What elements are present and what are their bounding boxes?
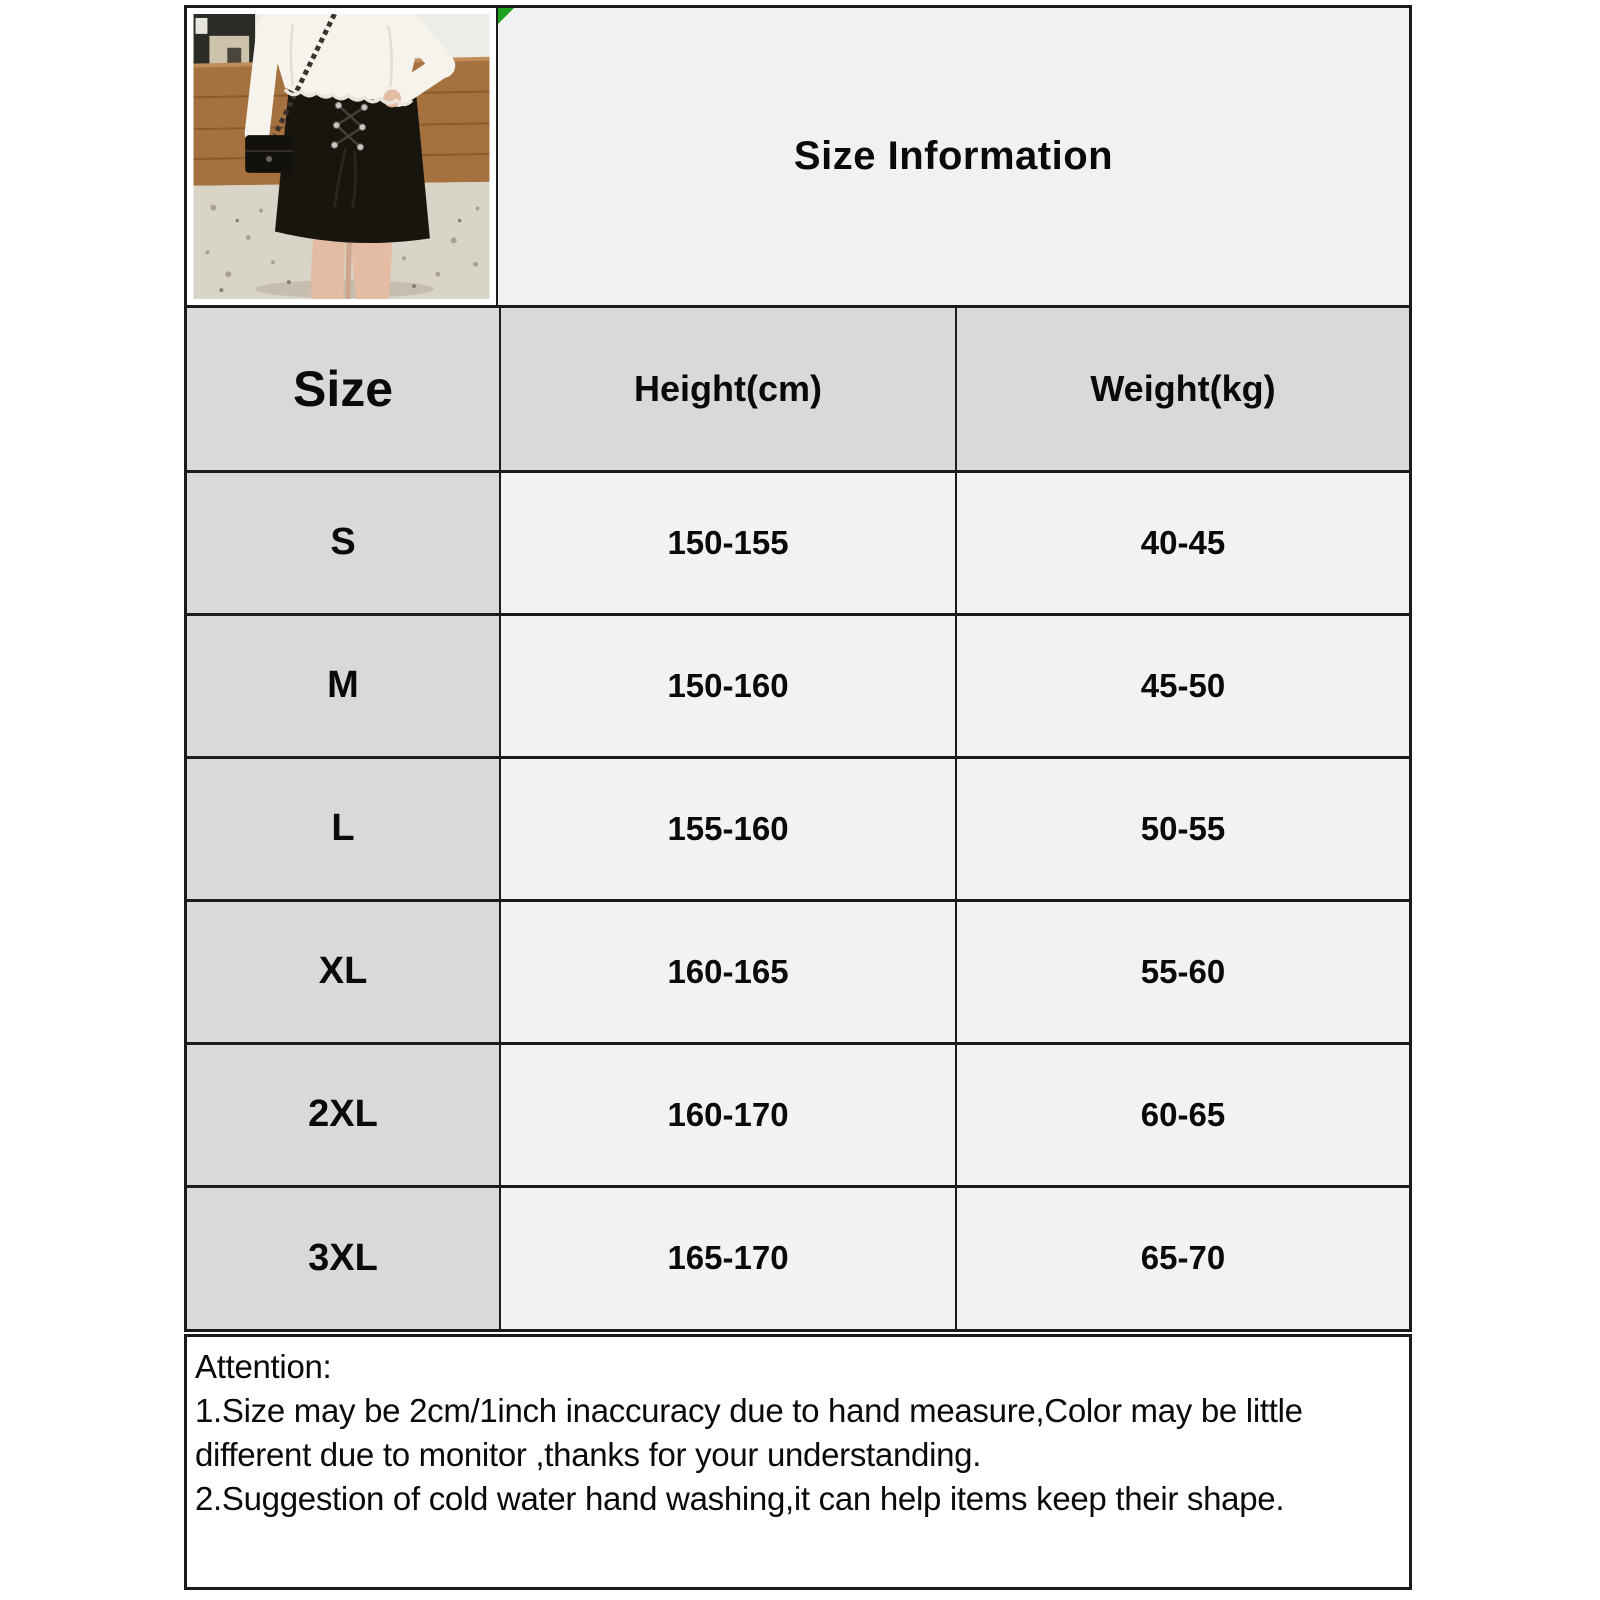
- weight-cell: 45-50: [956, 614, 1409, 757]
- size-table: [187, 308, 1409, 1329]
- size-cell: S: [187, 471, 500, 614]
- size-cell: XL: [187, 900, 500, 1043]
- size-cell: L: [187, 757, 500, 900]
- weight-cell: 65-70: [956, 1186, 1409, 1329]
- size-table-box: [184, 5, 1412, 1332]
- height-cell: 155-160: [500, 757, 956, 900]
- table-row: [187, 471, 1409, 614]
- height-cell: 165-170: [500, 1186, 956, 1329]
- size-cell: M: [187, 614, 500, 757]
- weight-cell: 60-65: [956, 1043, 1409, 1186]
- column-header-size: Size: [187, 308, 500, 471]
- column-header-weight: Weight(kg): [956, 308, 1409, 471]
- attention-heading: Attention:: [195, 1348, 332, 1385]
- table-row: [187, 900, 1409, 1043]
- banner-row: [187, 8, 1409, 308]
- height-cell: 150-155: [500, 471, 956, 614]
- title-cell: [498, 8, 1409, 305]
- product-photo: [193, 14, 490, 299]
- size-cell: 2XL: [187, 1043, 500, 1186]
- table-row: [187, 614, 1409, 757]
- height-cell: 160-165: [500, 900, 956, 1043]
- size-info-sheet: [184, 5, 1412, 1590]
- attention-box: [184, 1334, 1412, 1590]
- table-row: [187, 757, 1409, 900]
- height-cell: 150-160: [500, 614, 956, 757]
- table-row: [187, 1186, 1409, 1329]
- weight-cell: 50-55: [956, 757, 1409, 900]
- size-cell: 3XL: [187, 1186, 500, 1329]
- weight-cell: 55-60: [956, 900, 1409, 1043]
- attention-note-2: 2.Suggestion of cold water hand washing,it can help items keep their shape.: [195, 1479, 1285, 1517]
- weight-cell: 40-45: [956, 471, 1409, 614]
- page-title: Size Information: [793, 134, 1114, 178]
- attention-note-1: 1.Size may be 2cm/1inch inaccuracy due to hand measure,Color may be little different due to monitor ,thanks for your understanding.: [195, 1391, 1303, 1473]
- column-header-height: Height(cm): [500, 308, 956, 471]
- product-photo-cell: [187, 8, 498, 305]
- green-triangle-icon: [498, 8, 514, 24]
- table-row: [187, 1043, 1409, 1186]
- height-cell: 160-170: [500, 1043, 956, 1186]
- table-header-row: [187, 308, 1409, 471]
